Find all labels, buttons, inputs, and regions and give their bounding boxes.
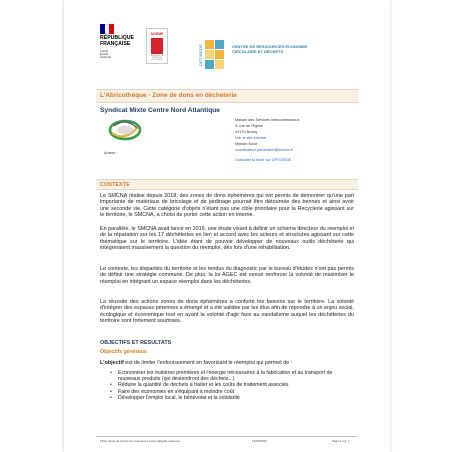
document-title-bar [96, 89, 358, 103]
contexte-paragraph: En parallèle, le SMCNA avait lancé en 2019, une étude visant à définir un schéma directeur du réemploi et de la réparation sur les 17 déchèteries en lien et accord avec les acteurs et structures agissant sur cette thématique sur le territoire. L'idée étant de pouvoir développer de nouveaux outils déchèterie qui intégreraient massivement la question du réemploi, dès lors d'une réhabilitation. [100, 226, 354, 251]
list-item: • Faire des économies en s'équipant à moindre coût [110, 389, 354, 395]
address-line: Maison des Services Intercommunaux [235, 118, 300, 122]
contexte-section-bar [96, 179, 358, 190]
contexte-paragraph: Le contexte, les disparités du territoire et les rendus du diagnostic par le bureau d'études n'ont pas permis de définir une stratégie commune. De plus, la loi AGEC est venue renforcer la volonté de maximiser le réemploi en intégrant un espace réemploi dans les déchèteries. [100, 266, 354, 285]
footer-divider [96, 436, 358, 437]
footer-date: 16/06/2024 [252, 438, 268, 443]
objectif-intro: L'objectif est de limiter l'enfouissement en favorisant le réemploi qui permet de : [100, 360, 293, 366]
optigede-fiche-link[interactable]: Consulter la fiche sur OPTIGEDE [235, 157, 292, 162]
document-title: L'Abricothèque - Zone de dons en déchèterie [100, 92, 237, 99]
contact-email-link[interactable]: coordination.prevention@smcna.fr [235, 148, 293, 153]
contexte-paragraph: Le SMCNA réalise depuis 2018, des zones de dons éphémères qui ont permis de démontrer qu'une part importante de matériaux de bricolage et de jardinage pourrait être détournée des bennes et ainsi avoir une seconde vie. Cette catégorie d'objets n'étant pas une cible prioritaire pour la Recyclerie agissant sur le territoire, le SMCNA, a choisi de porter cette action en interne. [100, 193, 354, 218]
ademe-logo-label: ADEME [150, 32, 164, 36]
list-item: • Réduire la quantité de déchets à traiter et les coûts de traitement associés [110, 382, 354, 388]
optigede-logo-label: OPTIGEDE [198, 44, 203, 67]
footer-page-number: Page 1 sur 7 [332, 438, 350, 443]
ademe-tagline: AGENCE DE LA TRANSITION ÉCOLOGIQUE [151, 56, 163, 61]
ademe-logo [146, 28, 168, 64]
author-label: Auteur : [104, 151, 118, 155]
marianne-flag-icon [100, 24, 114, 34]
objectifs-list [110, 370, 354, 401]
objectifs-heading: OBJECTIFS ET RESULTATS [100, 340, 172, 346]
contact-name: Myriam Nicot [235, 142, 258, 147]
address-line: 9, rue de l'Eglise [235, 124, 263, 129]
organisation-details [235, 117, 299, 163]
optigede-logo [198, 40, 230, 70]
contexte-paragraph: La réussite des actions zones de dons éphémères a conforté les besoins sur le territoire. La volonté d'intégrer des espaces pérennes a émergé et a été validée par les élus afin de répondre à un enjeu social, écologique et économique tout en ayant la volonté d'agir face au vandalisme auquel les déchèteries du territoire sont fortement soumises. [100, 299, 354, 324]
republique-francaise-logo-text: RÉPUBLIQUE FRANÇAISE [100, 35, 135, 47]
republique-motto: Liberté Égalité Fraternité [100, 50, 112, 59]
organisation-name: Syndicat Mixte Centre Nord Atlantique [100, 107, 220, 114]
address-line: 44170 Nozay [235, 130, 258, 135]
website-link[interactable]: Voir le site internet [235, 136, 267, 141]
document-page [64, 0, 390, 452]
list-item: • Economiser les matières premières et l'énergie nécessaires à la fabrication et au transport de nouveaux produits (qui deviendront des déchets...) [110, 370, 354, 382]
ademe-red-block [151, 38, 163, 54]
centre-ressources-label: CENTRE DE RESSOURCES ÉCONOMIE CIRCULAIRE ET DÉCHETS [232, 44, 308, 54]
smcna-logo-icon [108, 118, 142, 142]
contexte-heading: CONTEXTE [100, 181, 130, 188]
footer-source: Fiche issue du centre de ressources www.optigede.ademe.fr [100, 438, 181, 443]
objectifs-subheading: Objectifs généraux [100, 349, 147, 355]
page-header [64, 0, 390, 78]
list-item: • Développer l'emploi local, le bénévolat et la solidarité [110, 395, 354, 401]
